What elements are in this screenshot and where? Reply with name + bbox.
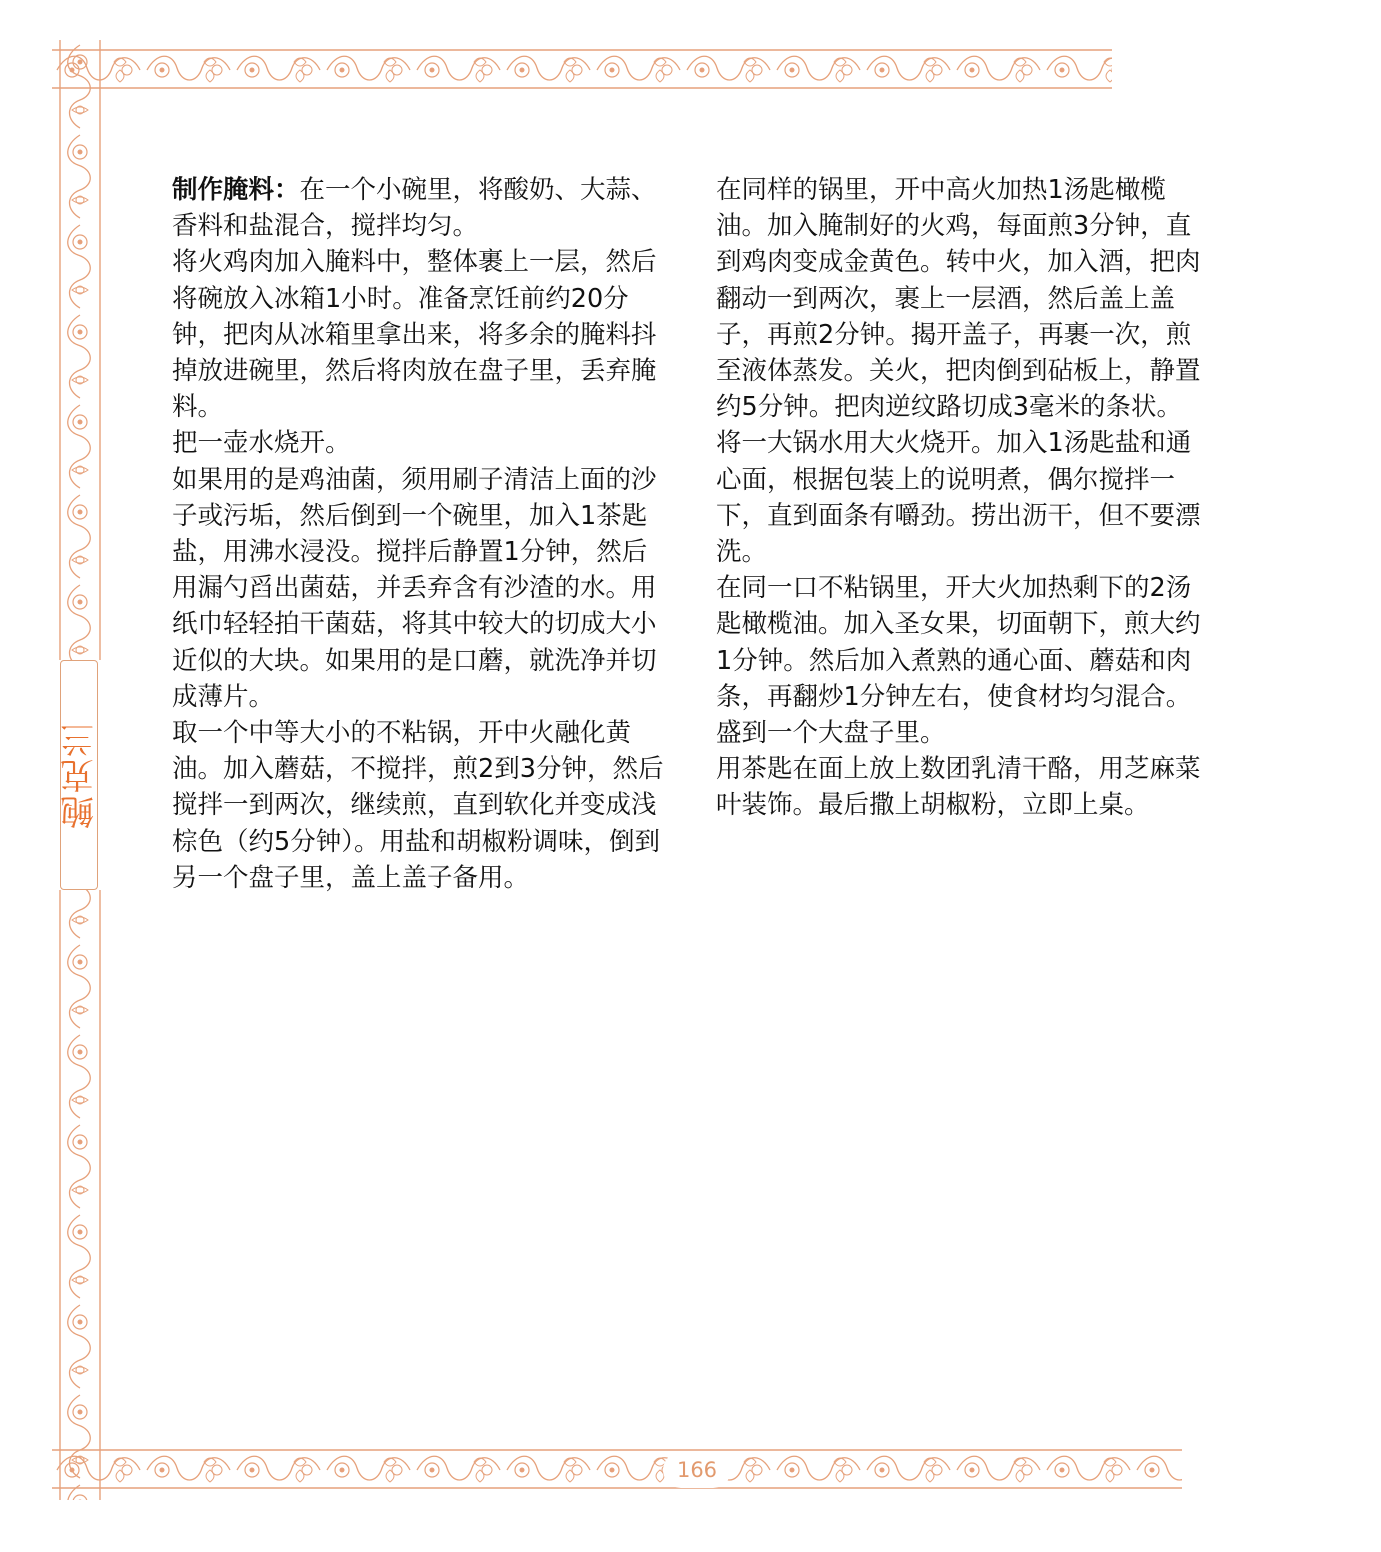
paragraph-serve: 用茶匙在面上放上数团乳清干酪，用芝麻菜叶装饰。最后撒上胡椒粉，立即上桌。 — [716, 754, 1201, 821]
paragraph-boil-water: 把一壶水烧开。 — [172, 428, 351, 459]
paragraph-clean-mushrooms: 如果用的是鸡油菌，须用刷子清洁上面的沙子或污垢，然后倒到一个碗里，加入1茶匙盐，用沸水浸没。搅拌后静置1分钟，然后用漏勺舀出菌菇，并丢弃含有沙渣的水。用纸巾轻轻拍干菌菇，将其中较大的切成大小近似的大块。如果用的是口蘑，就洗净并切成薄片。 — [172, 464, 657, 712]
side-label-cartouche — [56, 660, 104, 890]
paragraph-cook-pasta: 将一大锅水用大火烧开。加入1汤匙盐和通心面，根据包装上的说明煮，偶尔搅拌一下，直到面条有嚼劲。捞出沥干，但不要漂洗。 — [716, 428, 1201, 568]
page-number: 166 — [663, 1452, 731, 1488]
top-ornamental-border — [52, 40, 1112, 98]
right-text-column — [716, 172, 1216, 824]
side-label: 鲍克兰 — [60, 721, 101, 829]
paragraph-marinade — [172, 172, 672, 244]
top-border-pattern — [52, 40, 1112, 98]
paragraph-heading: 制作腌料： — [172, 175, 300, 205]
paragraph-cook-turkey: 在同样的锅里，开中高火加热1汤匙橄榄油。加入腌制好的火鸡，每面煎3分钟，直到鸡肉变成金黄色。转中火，加入酒，把肉翻动一到两次，裹上一层酒，然后盖上盖子，再煎2分钟。揭开盖子，再裹一次，煎至液体蒸发。关火，把肉倒到砧板上，静置约5分钟。把肉逆纹路切成3毫米的条状。 — [716, 175, 1201, 423]
paragraph-combine: 在同一口不粘锅里，开大火加热剩下的2汤匙橄榄油。加入圣女果，切面朝下，煎大约1分钟。然后加入煮熟的通心面、蘑菇和肉条，再翻炒1分钟左右，使食材均匀混合。盛到一个大盘子里。 — [716, 573, 1201, 749]
paragraph-text: 在一个小碗里，将酸奶、大蒜、香料和盐混合，搅拌均匀。 — [172, 175, 657, 242]
paragraph-cook-mushrooms: 取一个中等大小的不粘锅，开中火融化黄油。加入蘑菇，不搅拌，煎2到3分钟，然后搅拌一到两次，继续煎，直到软化并变成浅棕色（约5分钟）。用盐和胡椒粉调味，倒到另一个盘子里，盖上盖子备用。 — [172, 718, 664, 893]
bottom-ornamental-border — [52, 1440, 1182, 1502]
left-text-column — [172, 172, 672, 896]
bottom-border-pattern — [52, 1440, 1182, 1502]
paragraph-marinate-turkey: 将火鸡肉加入腌料中，整体裹上一层，然后将碗放入冰箱1小时。准备烹饪前约20分钟，把肉从冰箱里拿出来，将多余的腌料抖掉放进碗里，然后将肉放在盘子里，丢弃腌料。 — [172, 247, 657, 423]
